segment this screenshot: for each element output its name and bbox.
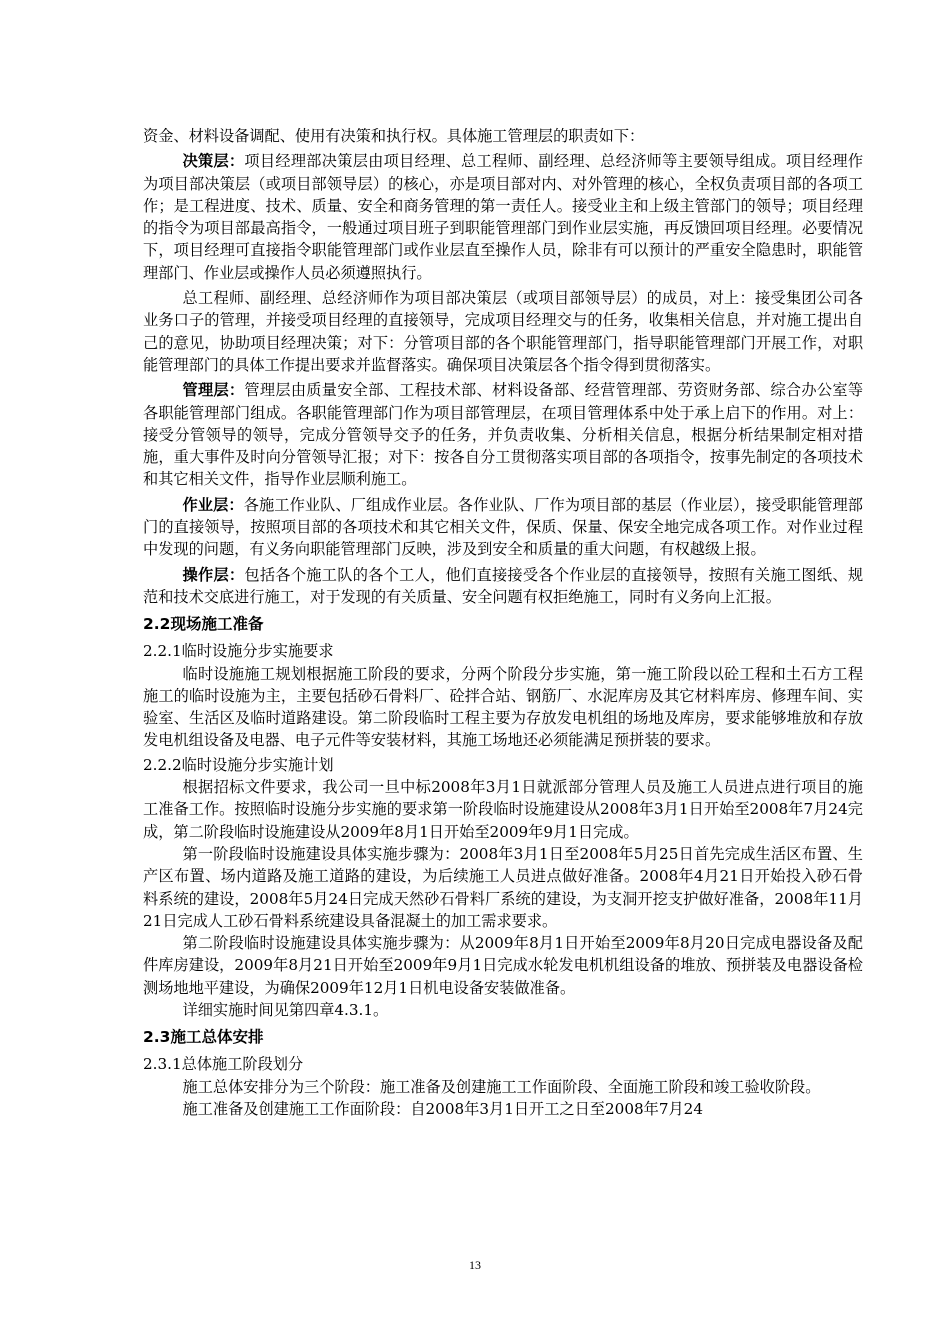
section-2-3-1-heading: 2.3.1总体施工阶段划分: [143, 1055, 304, 1074]
decision-layer-text: 项目经理部决策层由项目经理、总工程师、副经理、总经济师等主要领导组成。项目经理作为项目部决策层（或项目部领导层）的核心，亦是项目部对内、对外管理的核心，全权负责项目部的各项工作；是工程进度、技术、质量、安全和商务管理的第一责任人。接受业主和上级主管部门的领导；项目经理的指令为项目部最高指令，一般通过项目班子到职能管理部门到作业层实施，再反馈回项目经理。必要情况下，项目经理可直接指令职能管理部门或作业层直至操作人员，除非有可以预计的严重安全隐患时，职能管理部门、作业层或操作人员必须遵照执行。: [143, 152, 864, 282]
page-number: 13: [469, 1258, 481, 1272]
section-2-2-2-paragraph-3: 第二阶段临时设施建设具体实施步骤为：从2009年8月1日开始至2009年8月20日完成电器设备及配件库房建设，2009年8月21日开始至2009年9月1日完成水轮发电机机组设备的堆放、预拼装及电器设备检测场地地平建设，为确保2009年12月1日机电设备安装做准备。: [143, 934, 863, 997]
worker-layer-term: 操作层：: [182, 565, 245, 584]
intro-paragraph: 资金、材料设备调配、使用有决策和执行权。具体施工管理层的职责如下：: [143, 127, 645, 145]
decision-layer-paragraph: [143, 150, 863, 284]
management-layer-paragraph: [143, 379, 863, 490]
operation-layer-term: 作业层：: [182, 495, 244, 514]
worker-layer-paragraph: [143, 564, 863, 609]
operation-layer-paragraph: [143, 494, 863, 561]
section-2-2-2-paragraph-2: 第一阶段临时设施建设具体实施步骤为：2008年3月1日至2008年5月25日首先完成生活区布置、生产区布置、场内道路及施工道路的建设，为后续施工人员进点做好准备。2008年4月21日开始投入砂石骨料系统的建设，2008年5月24日完成天然砂石骨料厂系统的建设，为支洞开挖支护做好准备，2008年11月21日完成人工砂石骨料系统建设具备混凝土的加工需求要求。: [143, 844, 863, 930]
management-layer-term: 管理层：: [182, 381, 245, 400]
section-2-2-heading: 2.2现场施工准备: [143, 615, 264, 634]
section-2-2-2-heading: 2.2.2临时设施分步实施计划: [143, 755, 334, 774]
decision-layer-term: 决策层：: [182, 152, 245, 171]
decision-members-paragraph: 总工程师、副经理、总经济师作为项目部决策层（或项目部领导层）的成员，对上：接受集团公司各业务口子的管理，并接受项目经理的直接领导，完成项目经理交与的任务，收集相关信息，并对施工提出自己的意见，协助项目经理决策；对下：分管项目部的各个职能管理部门，指导职能管理部门开展工作，对职能管理部门的具体工作提出要求并监督落实。确保项目决策层各个指令得到贯彻落实。: [143, 289, 863, 374]
management-layer-text: 管理层由质量安全部、工程技术部、材料设备部、经营管理部、劳资财务部、综合办公室等各职能管理部门组成。各职能管理部门作为项目部管理层，在项目管理体系中处于承上启下的作用。对上：接受分管领导的领导，完成分管领导交予的任务，并负责收集、分析相关信息，根据分析结果制定相对措施，重大事件及时向分管领导汇报；对下：按各自分工贯彻落实项目部的各项指令，按事先制定的各项技术和其它相关文件，指导作业层顺利施工。: [143, 381, 864, 489]
section-2-2-1-paragraph: 临时设施施工规划根据施工阶段的要求，分两个阶段分步实施，第一施工阶段以砼工程和土石方工程施工的临时设施为主，主要包括砂石骨料厂、砼拌合站、钢筋厂、水泥库房及其它材料库房、修理车间、实验室、生活区及临时道路建设。第二阶段临时工程主要为存放发电机组的场地及库房，要求能够堆放和存放发电机组设备及电器、电子元件等安装材料，其施工场地还必须能满足预拼装的要求。: [143, 664, 863, 750]
operation-layer-text: 各施工作业队、厂组成作业层。各作业队、厂作为项目部的基层（作业层），接受职能管理部门的直接领导，按照项目部的各项技术和其它相关文件，保质、保量、保安全地完成各项工作。对作业过程中发现的问题，有义务向职能管理部门反映，涉及到安全和质量的重大问题，有权越级上报。: [143, 495, 863, 559]
section-2-2-2-paragraph-1: 根据招标文件要求，我公司一旦中标2008年3月1日就派部分管理人员及施工人员进点进行项目的施工准备工作。按照临时设施分步实施的要求第一阶段临时设施建设从2008年3月1日开始至2008年7月24完成，第二阶段临时设施建设从2009年8月1日开始至2009年9月1日完成。: [143, 778, 863, 841]
section-2-3-1-paragraph-2: 施工准备及创建施工工作面阶段：自2008年3月1日开工之日至2008年7月24: [182, 1099, 704, 1118]
section-2-2-2-paragraph-4: 详细实施时间见第四章4.3.1。: [182, 1000, 389, 1019]
section-2-3-1-paragraph-1: 施工总体安排分为三个阶段：施工准备及创建施工工作面阶段、全面施工阶段和竣工验收阶段。: [182, 1077, 821, 1096]
section-2-2-1-heading: 2.2.1临时设施分步实施要求: [143, 642, 334, 661]
page-body: [143, 125, 863, 1120]
worker-layer-text: 包括各个施工队的各个工人，他们直接接受各个作业层的直接领导，按照有关施工图纸、规范和技术交底进行施工，对于发现的有关质量、安全问题有权拒绝施工，同时有义务向上汇报。: [143, 565, 864, 606]
section-2-3-heading: 2.3施工总体安排: [143, 1028, 264, 1047]
